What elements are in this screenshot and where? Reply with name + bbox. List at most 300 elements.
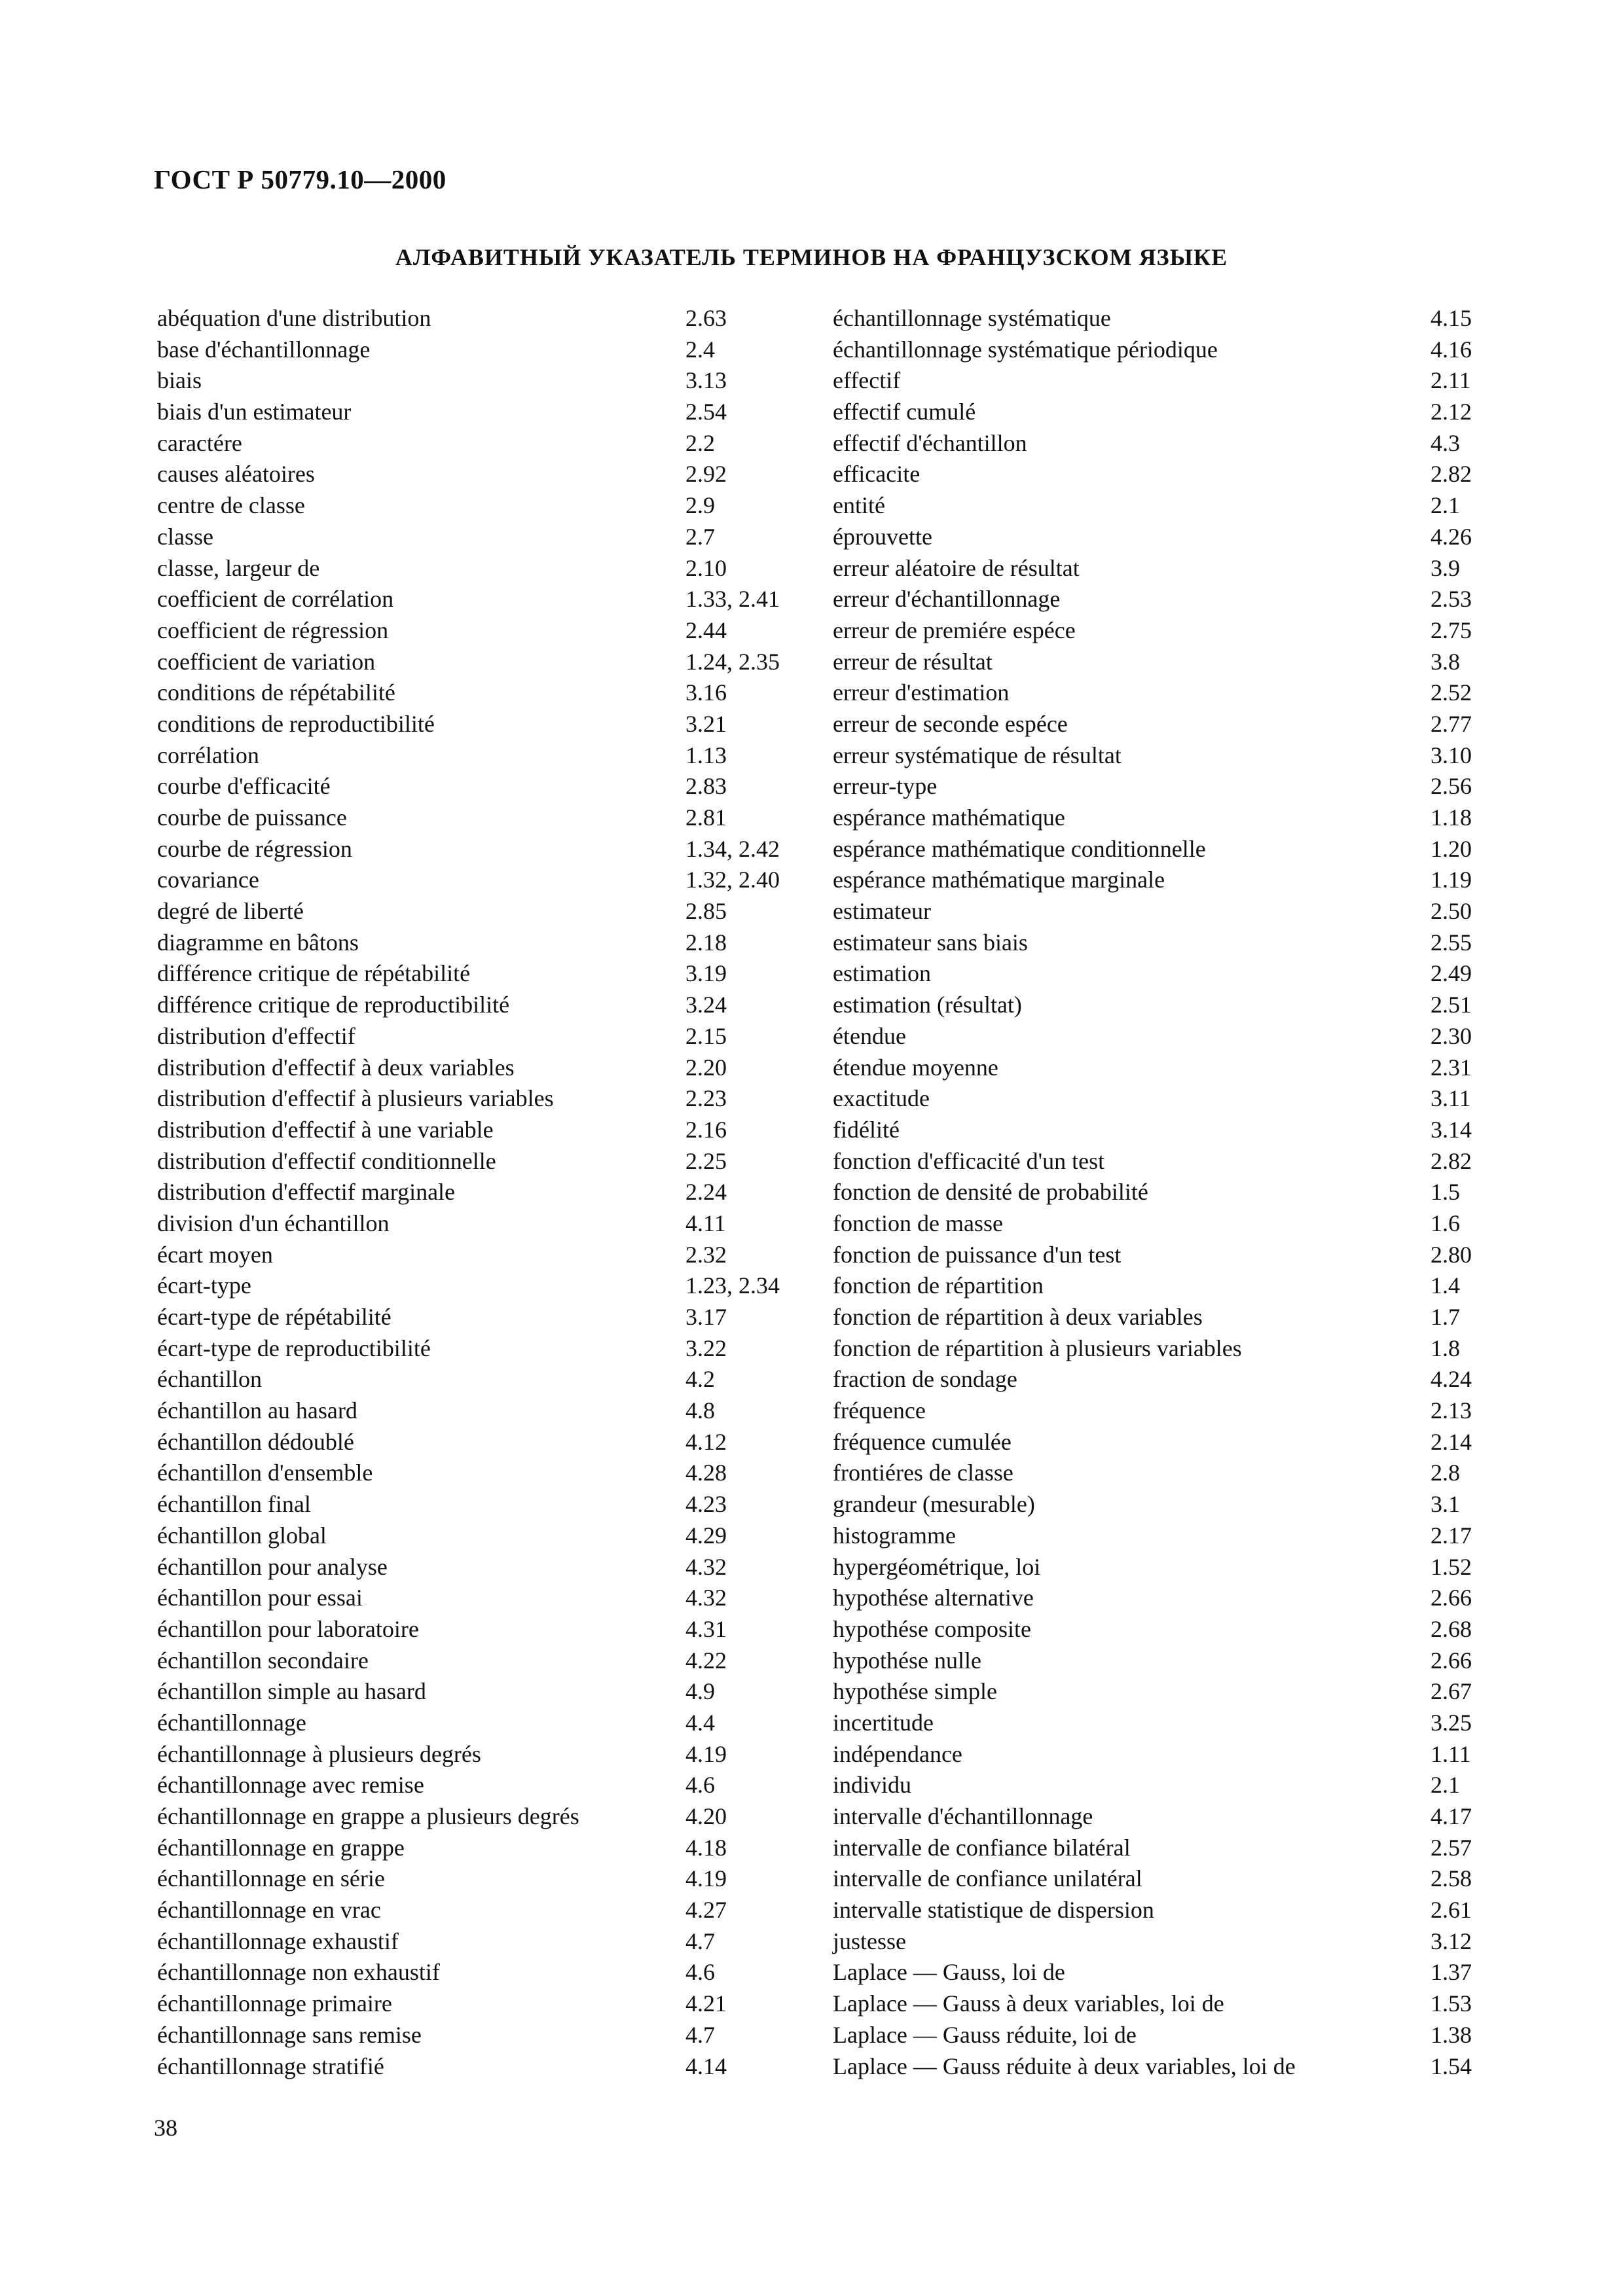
index-reference: 4.2 — [685, 1366, 715, 1393]
index-reference: 2.1 — [1431, 492, 1460, 519]
index-reference: 3.13 — [685, 367, 727, 394]
index-reference: 4.3 — [1431, 429, 1460, 456]
index-reference: 4.28 — [685, 1460, 727, 1486]
index-term: écart-type — [157, 1272, 251, 1299]
index-entry — [157, 802, 825, 834]
index-entry — [157, 1083, 825, 1115]
index-reference: 2.15 — [685, 1022, 727, 1049]
index-reference: 2.75 — [1431, 617, 1472, 643]
index-reference: 1.53 — [1431, 1990, 1472, 2017]
index-reference: 1.37 — [1431, 1959, 1472, 1986]
index-entry — [157, 1458, 825, 1489]
index-entry — [157, 584, 825, 615]
index-entry — [833, 1583, 1494, 1614]
index-term: estimation (résultat) — [833, 992, 1022, 1018]
index-reference: 2.44 — [685, 617, 727, 643]
index-entry — [833, 1739, 1494, 1770]
index-entry — [157, 1021, 825, 1052]
index-term: échantillonnage non exhaustif — [157, 1959, 440, 1986]
index-entry — [833, 1833, 1494, 1864]
index-reference: 4.17 — [1431, 1803, 1472, 1829]
index-reference: 2.30 — [1431, 1022, 1472, 1049]
index-term: coefficient de corrélation — [157, 586, 394, 613]
index-term: espérance mathématique — [833, 804, 1065, 831]
index-term: fidélité — [833, 1116, 900, 1143]
index-term: efficacite — [833, 461, 921, 488]
index-reference: 2.24 — [685, 1179, 727, 1206]
index-entry — [833, 334, 1494, 366]
index-entry — [157, 2051, 825, 2083]
index-entry — [833, 1427, 1494, 1458]
index-reference: 2.11 — [1431, 367, 1471, 394]
index-term: échantillonnage en vrac — [157, 1897, 381, 1924]
index-entry — [157, 1333, 825, 1365]
index-entry — [833, 1458, 1494, 1489]
index-entry — [157, 490, 825, 522]
index-term: entité — [833, 492, 885, 519]
index-entry — [833, 1645, 1494, 1677]
index-entry — [157, 740, 825, 772]
index-term: intervalle de confiance unilatéral — [833, 1865, 1142, 1892]
index-term: conditions de répétabilité — [157, 679, 395, 706]
index-column-left — [157, 303, 825, 2082]
index-entry — [157, 927, 825, 959]
index-term: erreur aléatoire de résultat — [833, 554, 1080, 581]
index-term: intervalle d'échantillonnage — [833, 1803, 1093, 1829]
index-reference: 4.14 — [685, 2053, 727, 2079]
index-entry — [833, 303, 1494, 334]
index-entry — [833, 927, 1494, 959]
index-reference: 2.66 — [1431, 1585, 1472, 1611]
index-term: coefficient de variation — [157, 648, 376, 675]
index-term: échantillon pour analyse — [157, 1553, 388, 1580]
index-reference: 1.8 — [1431, 1335, 1460, 1361]
index-column-right — [833, 303, 1494, 2082]
index-term: distribution d'effectif conditionnelle — [157, 1147, 496, 1174]
index-entry — [157, 1177, 825, 1208]
index-term: diagramme en bâtons — [157, 929, 359, 956]
index-entry — [833, 490, 1494, 522]
index-entry — [157, 1833, 825, 1864]
index-entry — [157, 1770, 825, 1801]
index-entry — [833, 1083, 1494, 1115]
index-reference: 2.10 — [685, 554, 727, 581]
index-term: écart moyen — [157, 1241, 273, 1268]
index-term: échantillonnage systématique — [833, 305, 1111, 331]
index-reference: 3.1 — [1431, 1491, 1460, 1518]
index-reference: 4.19 — [685, 1740, 727, 1767]
index-term: hypothése composite — [833, 1615, 1031, 1642]
index-reference: 2.13 — [1431, 1397, 1472, 1424]
index-reference: 4.19 — [685, 1865, 727, 1892]
index-entry — [833, 522, 1494, 553]
index-reference: 3.19 — [685, 960, 727, 987]
index-entry — [157, 1708, 825, 1739]
index-reference: 4.8 — [685, 1397, 715, 1424]
index-entry — [833, 1988, 1494, 2020]
index-reference: 2.85 — [685, 898, 727, 925]
index-term: intervalle de confiance bilatéral — [833, 1834, 1131, 1861]
index-entry — [157, 1520, 825, 1552]
index-reference: 1.34, 2.42 — [685, 835, 780, 862]
index-term: distribution d'effectif à deux variables — [157, 1054, 515, 1081]
index-entry — [157, 1988, 825, 2020]
index-entry — [833, 1614, 1494, 1645]
index-reference: 1.54 — [1431, 2053, 1472, 2079]
index-term: échantillonnage en série — [157, 1865, 385, 1892]
index-entry — [833, 365, 1494, 397]
index-entry — [157, 1614, 825, 1645]
index-entry — [833, 2051, 1494, 2083]
index-reference: 1.32, 2.40 — [685, 867, 780, 893]
index-entry — [833, 1395, 1494, 1427]
index-term: échantillonnage sans remise — [157, 2021, 422, 2048]
index-entry — [157, 1052, 825, 1084]
index-reference: 2.16 — [685, 1116, 727, 1143]
index-entry — [157, 1676, 825, 1708]
index-entry — [833, 2020, 1494, 2051]
index-entry — [833, 1052, 1494, 1084]
index-term: échantillon pour laboratoire — [157, 1615, 419, 1642]
index-term: caractére — [157, 429, 242, 456]
index-term: échantillonnage avec remise — [157, 1772, 424, 1799]
index-reference: 3.8 — [1431, 648, 1460, 675]
index-entry — [833, 1302, 1494, 1333]
index-reference: 2.66 — [1431, 1647, 1472, 1674]
index-reference: 1.13 — [685, 742, 727, 768]
index-reference: 1.38 — [1431, 2021, 1472, 2048]
index-term: fonction de répartition — [833, 1272, 1044, 1299]
index-term: justesse — [833, 1928, 906, 1954]
index-entry — [157, 1739, 825, 1770]
index-term: distribution d'effectif à plusieurs variables — [157, 1085, 554, 1112]
index-reference: 2.92 — [685, 461, 727, 488]
index-reference: 2.82 — [1431, 1147, 1472, 1174]
index-term: échantillon — [157, 1366, 262, 1393]
index-entry — [157, 1208, 825, 1240]
index-entry — [157, 365, 825, 397]
index-reference: 2.32 — [685, 1241, 727, 1268]
index-reference: 1.19 — [1431, 867, 1472, 893]
index-reference: 4.29 — [685, 1522, 727, 1549]
index-entry — [833, 1364, 1494, 1395]
index-entry — [833, 740, 1494, 772]
index-reference: 4.23 — [685, 1491, 727, 1518]
index-reference: 1.23, 2.34 — [685, 1272, 780, 1299]
index-term: estimateur sans biais — [833, 929, 1028, 956]
index-term: échantillonnage exhaustif — [157, 1928, 399, 1954]
index-term: abéquation d'une distribution — [157, 305, 431, 331]
index-term: erreur de premiére espéce — [833, 617, 1076, 643]
index-term: fonction de répartition à deux variables — [833, 1304, 1203, 1330]
index-term: Laplace — Gauss à deux variables, loi de — [833, 1990, 1224, 2017]
index-reference: 3.21 — [685, 710, 727, 737]
index-term: échantillon secondaire — [157, 1647, 369, 1674]
index-term: courbe de régression — [157, 835, 352, 862]
index-reference: 2.25 — [685, 1147, 727, 1174]
index-entry — [833, 553, 1494, 584]
index-reference: 3.17 — [685, 1304, 727, 1330]
index-reference: 2.54 — [685, 399, 727, 425]
index-term: distribution d'effectif marginale — [157, 1179, 456, 1206]
index-reference: 2.67 — [1431, 1678, 1472, 1705]
index-term: estimation — [833, 960, 931, 987]
index-entry — [833, 896, 1494, 927]
index-entry — [157, 1270, 825, 1302]
index-reference: 2.58 — [1431, 1865, 1472, 1892]
index-entry — [833, 1115, 1494, 1146]
index-reference: 3.9 — [1431, 554, 1460, 581]
index-reference: 2.50 — [1431, 898, 1472, 925]
index-reference: 1.20 — [1431, 835, 1472, 862]
index-reference: 4.20 — [685, 1803, 727, 1829]
index-entry — [833, 584, 1494, 615]
page-number: 38 — [154, 2115, 177, 2141]
index-entry — [833, 1957, 1494, 1988]
index-term: échantillonnage stratifié — [157, 2053, 384, 2079]
index-reference: 2.4 — [685, 336, 715, 363]
index-reference: 1.52 — [1431, 1553, 1472, 1580]
index-entry — [157, 1583, 825, 1614]
index-term: incertitude — [833, 1709, 934, 1736]
index-entry — [833, 1552, 1494, 1583]
index-term: coefficient de régression — [157, 617, 389, 643]
index-reference: 3.12 — [1431, 1928, 1472, 1954]
index-term: fréquence — [833, 1397, 926, 1424]
index-entry — [833, 1770, 1494, 1801]
index-reference: 4.18 — [685, 1834, 727, 1861]
index-term: échantillon simple au hasard — [157, 1678, 426, 1705]
index-entry — [157, 1489, 825, 1520]
index-entry — [833, 1708, 1494, 1739]
index-entry — [157, 522, 825, 553]
index-reference: 1.11 — [1431, 1740, 1471, 1767]
index-term: classe, largeur de — [157, 554, 320, 581]
index-entry — [157, 1302, 825, 1333]
index-reference: 2.23 — [685, 1085, 727, 1112]
index-reference: 2.56 — [1431, 773, 1472, 800]
index-entry — [157, 1926, 825, 1958]
index-reference: 2.82 — [1431, 461, 1472, 488]
index-reference: 2.83 — [685, 773, 727, 800]
index-term: fonction de puissance d'un test — [833, 1241, 1122, 1268]
index-entry — [157, 896, 825, 927]
index-entry — [833, 709, 1494, 740]
index-entry — [157, 677, 825, 709]
index-term: covariance — [157, 867, 259, 893]
index-reference: 2.1 — [1431, 1772, 1460, 1799]
index-term: corrélation — [157, 742, 259, 768]
index-entry — [833, 865, 1494, 896]
index-term: effectif — [833, 367, 901, 394]
document-code: ГОСТ Р 50779.10—2000 — [154, 164, 447, 194]
index-term: individu — [833, 1772, 912, 1799]
index-entry — [157, 428, 825, 459]
index-term: hypothése simple — [833, 1678, 997, 1705]
index-reference: 4.12 — [685, 1428, 727, 1455]
index-entry — [833, 1863, 1494, 1895]
index-term: fréquence cumulée — [833, 1428, 1012, 1455]
index-entry — [157, 1863, 825, 1895]
index-entry — [157, 303, 825, 334]
index-entry — [833, 958, 1494, 990]
index-term: différence critique de répétabilité — [157, 960, 471, 987]
index-entry — [833, 1676, 1494, 1708]
index-entry — [833, 802, 1494, 834]
index-reference: 1.24, 2.35 — [685, 648, 780, 675]
index-entry — [833, 1146, 1494, 1177]
index-entry — [157, 615, 825, 647]
index-term: échantillon final — [157, 1491, 311, 1518]
index-entry — [833, 1021, 1494, 1052]
index-entry — [833, 1489, 1494, 1520]
index-reference: 1.33, 2.41 — [685, 586, 780, 613]
index-term: espérance mathématique marginale — [833, 867, 1165, 893]
index-reference: 2.9 — [685, 492, 715, 519]
index-reference: 2.51 — [1431, 992, 1472, 1018]
index-entry — [157, 1395, 825, 1427]
index-term: courbe d'efficacité — [157, 773, 331, 800]
index-term: erreur d'échantillonnage — [833, 586, 1061, 613]
index-reference: 2.81 — [685, 804, 727, 831]
index-reference: 4.9 — [685, 1678, 715, 1705]
index-term: hypothése nulle — [833, 1647, 981, 1674]
index-reference: 3.25 — [1431, 1709, 1472, 1736]
index-term: échantillonnage primaire — [157, 1990, 392, 2017]
index-reference: 2.63 — [685, 305, 727, 331]
index-entry — [157, 834, 825, 865]
index-reference: 3.14 — [1431, 1116, 1472, 1143]
index-term: fonction de répartition à plusieurs variables — [833, 1335, 1242, 1361]
index-reference: 3.11 — [1431, 1085, 1471, 1112]
index-term: grandeur (mesurable) — [833, 1491, 1035, 1518]
index-reference: 3.22 — [685, 1335, 727, 1361]
index-entry — [833, 1520, 1494, 1552]
index-reference: 4.7 — [685, 1928, 715, 1954]
index-reference: 4.32 — [685, 1553, 727, 1580]
index-term: distribution d'effectif à une variable — [157, 1116, 494, 1143]
index-term: étendue — [833, 1022, 906, 1049]
index-entry — [157, 334, 825, 366]
index-term: erreur de résultat — [833, 648, 993, 675]
index-term: Laplace — Gauss réduite à deux variables, loi de — [833, 2053, 1296, 2079]
index-term: fonction de densité de probabilité — [833, 1179, 1148, 1206]
index-entry — [833, 834, 1494, 865]
index-reference: 2.2 — [685, 429, 715, 456]
index-entry — [833, 771, 1494, 802]
index-term: échantillon d'ensemble — [157, 1460, 373, 1486]
index-reference: 1.4 — [1431, 1272, 1460, 1299]
index-entry — [157, 990, 825, 1021]
index-term: échantillon global — [157, 1522, 327, 1549]
index-term: classe — [157, 523, 213, 550]
index-term: fonction d'efficacité d'un test — [833, 1147, 1105, 1174]
index-reference: 4.11 — [685, 1210, 726, 1236]
index-reference: 2.52 — [1431, 679, 1472, 706]
index-reference: 2.57 — [1431, 1834, 1472, 1861]
index-reference: 4.27 — [685, 1897, 727, 1924]
index-term: division d'un échantillon — [157, 1210, 390, 1236]
index-reference: 2.8 — [1431, 1460, 1460, 1486]
index-term: causes aléatoires — [157, 461, 315, 488]
index-entry — [157, 1801, 825, 1833]
index-reference: 4.6 — [685, 1772, 715, 1799]
index-term: biais d'un estimateur — [157, 399, 352, 425]
index-term: Laplace — Gauss réduite, loi de — [833, 2021, 1137, 2048]
index-term: fraction de sondage — [833, 1366, 1017, 1393]
index-entry — [833, 1208, 1494, 1240]
index-term: écart-type de répétabilité — [157, 1304, 392, 1330]
index-term: distribution d'effectif — [157, 1022, 356, 1049]
index-entry — [157, 553, 825, 584]
index-term: centre de classe — [157, 492, 305, 519]
index-term: intervalle statistique de dispersion — [833, 1897, 1154, 1924]
index-entry — [833, 1240, 1494, 1271]
index-entry — [833, 428, 1494, 459]
index-term: effectif cumulé — [833, 399, 976, 425]
index-reference: 4.16 — [1431, 336, 1472, 363]
index-term: échantillonnage à plusieurs degrés — [157, 1740, 481, 1767]
index-entry — [833, 990, 1494, 1021]
index-entry — [157, 1240, 825, 1271]
index-term: base d'échantillonnage — [157, 336, 371, 363]
index-reference: 1.18 — [1431, 804, 1472, 831]
index-reference: 3.24 — [685, 992, 727, 1018]
index-reference: 3.10 — [1431, 742, 1472, 768]
index-reference: 2.12 — [1431, 399, 1472, 425]
index-entry — [833, 459, 1494, 490]
index-entry — [157, 771, 825, 802]
index-term: Laplace — Gauss, loi de — [833, 1959, 1065, 1986]
index-entry — [833, 1895, 1494, 1926]
index-term: échantillonnage — [157, 1709, 306, 1736]
index-entry — [833, 677, 1494, 709]
index-entry — [833, 1333, 1494, 1365]
index-entry — [157, 865, 825, 896]
index-reference: 1.5 — [1431, 1179, 1460, 1206]
index-entry — [833, 397, 1494, 428]
index-reference: 2.17 — [1431, 1522, 1472, 1549]
index-term: échantillonnage systématique périodique — [833, 336, 1218, 363]
index-entry — [157, 1146, 825, 1177]
index-entry — [157, 459, 825, 490]
index-entry — [157, 1427, 825, 1458]
index-term: erreur d'estimation — [833, 679, 1010, 706]
index-term: histogramme — [833, 1522, 956, 1549]
index-reference: 1.7 — [1431, 1304, 1460, 1330]
index-reference: 4.26 — [1431, 523, 1472, 550]
index-term: exactitude — [833, 1085, 930, 1112]
index-term: fonction de masse — [833, 1210, 1003, 1236]
index-reference: 2.68 — [1431, 1615, 1472, 1642]
index-entry — [833, 1177, 1494, 1208]
index-term: hypergéométrique, loi — [833, 1553, 1041, 1580]
index-term: espérance mathématique conditionnelle — [833, 835, 1206, 862]
index-reference: 2.7 — [685, 523, 715, 550]
index-reference: 4.15 — [1431, 305, 1472, 331]
index-term: conditions de reproductibilité — [157, 710, 435, 737]
index-entry — [157, 1895, 825, 1926]
index-reference: 2.77 — [1431, 710, 1472, 737]
index-entry — [157, 1645, 825, 1677]
index-term: échantillon dédoublé — [157, 1428, 354, 1455]
index-entry — [833, 1926, 1494, 1958]
index-reference: 4.22 — [685, 1647, 727, 1674]
index-reference: 4.21 — [685, 1990, 727, 2017]
index-reference: 2.80 — [1431, 1241, 1472, 1268]
index-entry — [157, 1957, 825, 1988]
index-reference: 4.24 — [1431, 1366, 1472, 1393]
